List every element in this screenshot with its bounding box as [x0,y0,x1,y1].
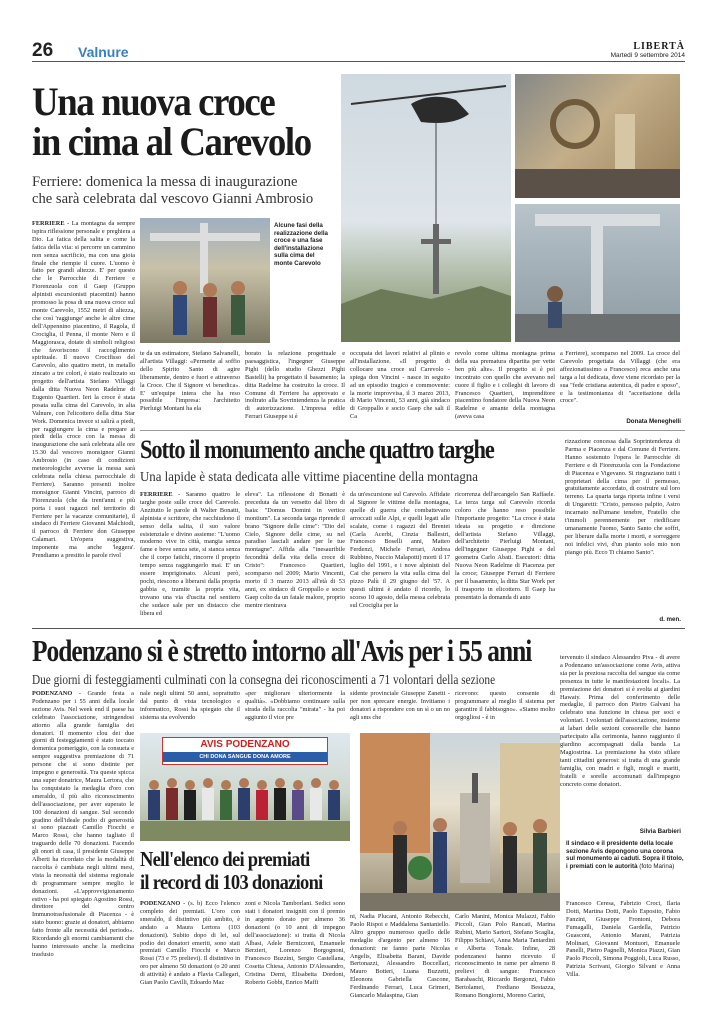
article4-dateline: PODENZANO [140,900,181,907]
article1-title-line1: Una nuova croce [32,79,275,124]
article1-subtitle-line1: Ferriere: domenica la messa di inaugurazione [32,174,298,190]
avis-banner [162,737,328,765]
article1-title [32,79,311,164]
article1-subtitle [32,174,347,208]
worker-photo [515,74,680,198]
article3-column-5: ricevono: questo consente di programmare al meglio il sistema per garantire il fabbisogno». «Siamo molto orgogliosi - è in [455,690,555,721]
article1-dateline: FERRIERE [32,220,65,227]
article1-column-6: a Ferriere), scomparso nel 2009. La croce del Carevolo progettata da Villaggi (che era affezionatissimo a Francesco) reca anche una targa a lui dedicata, dove viene ricordato per la sua "fede cristiana autentica, di padre e sposo", e la testimonianza di "accettazione della croce". [560,350,680,405]
cross-workshop-photo [515,204,680,342]
article4-column-1 [140,900,240,1018]
article2-column-2: eleva". La riflessione di Bonatti è preceduta da un versetto dal libro di Isaia: "Domus Domini in vertice montium". La seconda targa riprende il brano "Signore delle cime": "Dio del Cielo, Signore delle cime, su nel paradiso lasciali andare per le tue montagne". Affida alla "inesauribile fecondità della vita della croce di Cristo": Francesco Quartieri, scomparso nel 2009; Mario Vincenti, morto il 3 marzo 2013 all'età di 53 anni, ex sindaco di Groppallo e socio Gaep colto da un fatale malore, proprio mentre rientrava [245,491,345,609]
article4-column-3: ni, Nadia Plucani, Antonio Rebecchi, Paolo Rispoi e Maddalena Santaniello. Altro gruppo numeroso quello delle medaglie d'argento per almeno 16 donazioni: ne fanno parte Nicolas Angelis, Elisabetta Barani, Davide Bertonazzi, Alessandro Boccellari, Mauro Botteri, Luana Buzzetti, Eleonora Gabriella Cascone, Ferdinando Ferrari, Luca Grimeri, Giancarlo Malaspina, Gian [350,913,450,1000]
article3-column-3: «per migliorare ulteriormente la qualità». «Dobbiamo continuare sulla strada della raccolta "mirata" - ha poi aggiunto il vice pre [245,690,345,721]
article2-col1-text: - Saranno quattro le targhe poste sulle croce del Carevolo. Anzitutto le parole di Walter Bonatti, alpinista e scrittore, che racchiudono il senso della salita, il suo valore esistenziale e divino assieme: "L'uomo moderno vive in città, mangia senza fame e beve senza sete, si stanca senza che il corpo fatichi, rincorre il proprio tempo senza raggiungerlo mai. E' un essere imprigionato. Alcuni però, pochi, riescono a liberarsi dalla propria gabbia e, tramite la propria vita, trovano una via d'uscita nel sentiero che sudace sale per un distacco che libera ed [140,491,240,615]
article1-column-2: te da un estimatore, Stefano Salvanelli, all'artista Villaggi: «Permette al soffio dello Spirito Santo di agire liberamente, dentro e fuori e attraverso la Croce. Che il Signore vi benedica». E' un'equipe intera che ha reso possibile l'impresa: l'architetto Pierluigi Montani ha ela [140,350,240,413]
article3-dateline: PODENZANO [32,690,73,697]
article4-title-line2: il record di 103 donazioni [140,870,323,894]
article3-caption-text: Il sindaco e il presidente della locale sezione Avis depongono una corona sul monumento ai caduti. Sopra il titolo, i premiati con le autorità [566,840,684,870]
article1-column-1 [32,220,135,616]
article2-column-5: rizzazione concessa dalla Soprintendenza di Parma e Piacenza e dal Comune di Ferriere. Hanno sostenuto l'opera le Parrocchie di Ferriere e di Fiorenzuola con la Fondazione di Piacenza e Vigevano. Si ringraziano tutti i proprietari della cima per il permesso, gratuitamente accordato, di costruire sul loro terreno. La quarta targa riporta infine i versi di Ungaretti: "Cristo, pensoso palpito, Astro incarnato nell'umane tenebre, Fratello che t'immoli perennemente per riedificare umanamente l'uomo, Santo Santo che soffri, per liberare dalla morte i morti, e sorreggere noi infelici vivi, d'un pianto solo mio non piango più. Ecco Ti chiamo Santo". [565,438,680,556]
article3-photo-caption [566,840,684,870]
article2-signature: d. men. [659,616,681,623]
page-number: 26 [32,40,54,61]
section-label: Valnure [78,44,129,60]
issue-date: Martedì 9 settembre 2014 [610,52,685,59]
avis-crowd-illustration [140,773,350,841]
article4-title-line1: Nell'elenco dei premiati [140,847,310,871]
ceremony-illustration [360,733,560,911]
worker-illustration [515,74,680,198]
article1-signature: Donata Meneghelli [626,418,681,425]
article3-title: Podenzano si è stretto intorno all'Avis per i 55 anni [32,633,532,668]
article2-divider [32,628,685,629]
avis-banner-subtitle: CHI DONA SANGUE DONA AMORE [163,752,327,762]
article4-column-2: zoni e Nicola Tamborlani. Sedici sono stati i donatori insigniti con il premio in argento dorato per almeno 36 donazioni (o 10 anni di impegno dell'associazione): si tratta di Nicola Albasi, Adele Bernizzoni, Emanuele Berzieri, Lorenzo Borgognoni, Francesco Buzzini, Sergio Castellana, Cosetta Chiesa, Antonio D'Alessandro, Cristina Derni, Elisabetta Dordoni, Roberto Gobbi, Enrico Maffi [245,900,345,987]
masthead: LIBERTÀ [633,41,685,52]
helicopter-photo [341,74,511,342]
article3-photo-credit: (foto Marina) [639,862,675,870]
article1-divider [140,430,685,431]
helicopter-illustration [341,74,511,342]
article3-subtitle: Due giorni di festeggiamenti culminati con la consegna dei riconoscimenti a 71 volontari della sezione [32,672,496,687]
cross-workshop-illustration [515,204,680,342]
article3-column-1 [32,690,134,1020]
article2-dateline: FERRIERE [140,491,173,498]
avis-banner-title: AVIS PODENZANO [200,739,290,750]
article2-column-3: da un'escursione sul Carevolo. Affidate al Signore le vittime della montagna, quelle di guerra che combattevano arroccati sulle Alpi, e quelli legati alle scalate, come i ragazzi del Brentei (Carla Acerbi, Cinzia Ballestri, Francesco Boselli anni, Matteo Ferdenzi, Michele Ferrari, Andrea Rubbino, Nuccio Malapotti) morti il 17 luglio del 1991, e i nove alpinisti del Cai che persero la vita sulla cima del pizzo Palù il 29 giugno del '57. A questi ultimi è andato il ricordo, lo scorso 10 agosto, della messa celebrata sul Crociglia per la [350,491,450,609]
article1-column-3: borato la relazione progettuale e paesaggistica, l'ingegner Giuseppe Pighi (dello studio Ghezzi Pighi Bastelli) ha progettato il basamento; la ditta Radelme ha costruito la croce. Il Comune di Ferriere ha approvato e inoltrato alla Sovrintendenza la pratica di autorizzazione. L'impresa edile Ferrari Giuseppe si è [245,350,345,421]
avis-group-photo [140,733,350,841]
article2-column-4: ricorrenza dell'arcangelo San Raffaele. La terza targa sul Carevolo ricorda coloro che hanno reso possibile l'importante progetto: "La croce è stata ideata su progetto e direzione dell'artista Stefano Villaggi, dell'architetto Pierluigi Montani, dell'ingegner Giuseppe Pighi e del geometra Carlo Abati. Esecutori: ditta Nuova Neon Radelme di Piacenza per la croce; Giuseppe Ferrari di Ferriere per il basamento, la ditta Star Work per il trasporto in elicottero. Il Gaep ha presentato la domanda di auto [455,491,555,601]
article4-column-4: Carlo Manini, Monica Mulazzi, Fabio Piccoli, Gian Polo Rancati, Marina Rubini, Mario Sartori, Stefano Scaglia, Filippo Schiavi, Anna Maria Tantardini e Alberta Tonale. Infine, 28 podenzanesi hanno ricevuto il riconoscimento in rame per almeno 8 prelievi di sangue: Francesco Barabaschi, Riccardo Bergonzi, Fabio Bertolamei, Frediano Bestazza, Romano Bongiorni, Moreno Carini, [455,913,555,1000]
group-photo [140,218,270,343]
article4-title [140,848,323,894]
group-illustration [140,218,270,343]
article3-column-2: nale negli ultimi 50 anni, soprattutto dal punto di vista tecnologico e informatico, Rossi ha spiegato che il sistema sta evolvendo [140,690,240,721]
article4-col1-text: - (s. b) Ecco l'elenco completo dei premiati. L'oro con smeraldo, il distintivo più ambito, è andato a Maura Lertora (103 donazioni). Subito dopo di lei, sul podio dei donatori emeriti, sono stati premiati Camillo Fiocchi e Marco Rossi (73 e 75 prelievi). Il distintivo in oro per almeno 50 donazioni (o 20 anni di attività) è andato a Flavia Callegari, Gian Paolo Cavilli, Edoardo Maz [140,900,240,987]
article1-column-5: revolo come ultima montagna prima della sua prematura dipartita per vette ben più alte». Il progetto si è poi incontrato con quello che avevano nel cuore il figlio e i colleghi di lavoro di Francesco Quartieri, imprenditore piacentino fondatore della Nuova Neon Radelme e amante della montagna (aveva casa [455,350,555,421]
article3-column-6: tervenuto il sindaco Alessandro Piva - di avere a Podenzano un'associazione come Avis, attiva sia per la preziosa raccolta del sangue sia come presenza in tutte le manifestazioni locali». La premiazione dei donatori si è svolta ai giardini Hawaiy. Prima del conferimento delle medaglie, il parroco don Pietro Galvani ha celebrato una funzione in chiesa per soci e volontari. I volontari dell'associazione, insieme ai labari delle sezioni consorelle che hanno partecipato alla cerimonia, hanno raggiunto il giardino accompagnati dalla banda La Magiostrina. La premiazione ha visto sfilare tanti cittadini generosi: si tratta di una grande famiglia, con madri e figli, mogli e mariti, fratelli e sorelle accomunati dall'impegno concreto come donatori. [560,654,680,788]
header-rule [32,61,685,62]
article1-photo-caption: Alcune fasi della realizzazione della croce e una fase dell'installazione sulla cima del monte Carevolo [274,222,328,267]
article1-column-4: occupata dei lavori relativi al plinto e all'installazione. «Il progetto di collocare una croce sul Carevolo - spiega don Vincini - nasce in seguito ad un episodio tragico e commovente: la morte improvvisa, il 3 marzo 2013, di Mario Vincenti, 53 anni, già sindaco di Groppallo e socio Gaep che sali il Ca [350,350,450,421]
article3-signature: Silvia Barbieri [639,828,681,835]
article2-subtitle: Una lapide è stata dedicata alle vittime piacentine della montagna [140,470,478,485]
article3-col1-text: - Grande festa a Podenzano per i 55 anni della locale sezione Avis. Nel week end il paese ha celebrato l'associazione, stringendosi attorno alla grande famiglia dei donatori. Il momento clou dei due giorni di festeggiamenti è stato toccato domenica pomeriggio, con la consueta e sempre suggestiva premiazione di 71 persone che si sono distinte per impegno e generosità. Tra queste spicca una super donatrice, Maura Lertora, che ha conquistato la medaglia d'oro con smeraldo, il più alto riconoscimento dell'associazione, per aver superato le 100 donazioni di sangue. Sul secondo gradino dell'ideale podio di generosità si sono piazzati Camillo Fiocchi e Marco Rossi, che hanno tagliato il traguardo delle 70 donazioni. Facendo gli onori di casa, il presidente Giuseppe Alberti ha ricordato che la modalità di raccolta è cambiata negli ultimi mesi, vista la necessità del sistema regionale di programmare sempre meglio le donazioni. «L'approvvigionamento estivo - ha poi spiegato Agostino Rossi, direttore del centro Immunotrasfusionale di Piacenza - è stato buono: grazie ai donatori, abbiamo fatto fronte alle necessità del periodo». Ricordando gli enormi cambiamenti che hanno interessato anche la medicina trasfusio [32,690,134,958]
article4-column-5: Francesco Ceresa, Fabrizio Croci, Ilaria Dotti, Martina Dotti, Paolo Esposito, Fabio Fanzini, Giuseppe Frontoni, Debora Fumagalli, Daniela Gardella, Patrizio Guasconi, Antonio Marani, Patrizia Molinari, Giovanni Montuori, Emanuele Panelli, Pietro Pagnelli, Monica Piazzi, Gian Paolo Piccoli, Simona Poggioli, Luca Russo, Patrizia Scrivani, Giorgio Silvani e Anna Villa. [566,900,680,979]
article2-title: Sotto il monumento anche quattro targhe [140,435,494,464]
article3-column-4: sidente provinciale Giuseppe Zanetti - per non sprecare energie. Invitiamo i donatori a rispondere con un sì o un no agli sms che [350,690,450,721]
article1-title-line2: in cima al Carevolo [32,119,311,164]
article1-subtitle-line2: che sarà celebrata dal vescovo Gianni Ambrosio [32,191,314,207]
ceremony-photo [360,733,560,911]
article1-col1-text: - La montagna da sempre ispira riflessione personale e preghiera a Dio. La fatica della salita e come la fatica della vita: si percorre un cammino non senza sacrificio, ma con una gioia finale che riempie il cuore. L'uomo è fatto per grandi altezze. E' per questo che le Parrocchie di Ferriere e Fiorenzuola con il Gaep (Gruppo alpinisti escursionisti piacentini) hanno promosso la posa di una nuova croce sul monte Carevolo, 1552 metri di altezza, che così 'raggiunge' anche le altre cime dell'Appennino piacentino, il Ragola, il Crociglia, il Penna, il monte Nero e il Maggiorasca, dotate di simboli religiosi che favoriscono il raccoglimento spirituale. Il nuovo Crocifisso del Carevolo, alto quattro metri, in metallo zincato a tre colori, è stato realizzato su progetto dell'artista Stefano Villaggi dalla ditta Nuova Neon Radelme di Eugenio Quartieri. Ieri la croce è stata posata sulla cima del Carevolo, in alta Valnure, con l'elicottero della ditta Star Work. Domenica invece si salirà a piedi, per raggiungere la cima e pregare ai piedi della croce con la messa di inaugurazione che sarà celebrata alle ore 15.30 dal vescovo monsignor Gianni Ambrosio (in caso di condizioni meteorologiche avverse la messa sarà celebrata nella chiesa parrocchiale di Ferriere). Saranno presenti inoltre monsignor Gianni Vincini, parroco di Fiorenzuola (che da trent'anni e più porta i suoi ragazzi nel territorio di Ferriere per la vacanze comunitarie), il sindaco di Ferriere Giovanni Malchiodi, il parroco di Ferriere don Giuseppe Calamari. Un'opera suggestiva, imponente ma anche 'leggera'. Prendiamo a prestito le parole rivol [32,220,135,560]
article2-column-1 [140,491,240,615]
